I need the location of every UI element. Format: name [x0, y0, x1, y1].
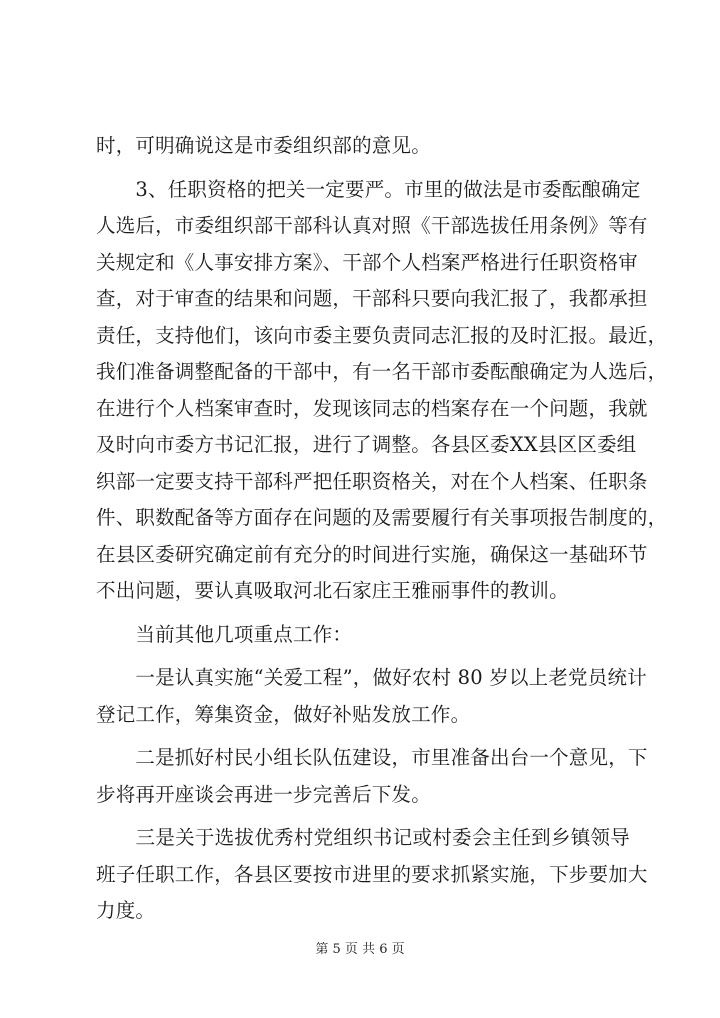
text-line: 时，可明确说这是市委组织部的意见。 — [96, 134, 431, 157]
text-line: 二是抓好村民小组长队伍建设，市里准备出台一个意见，下 — [96, 746, 648, 769]
paragraph — [96, 172, 668, 610]
document-body — [96, 128, 668, 930]
text-line: 及时向市委方书记汇报，进行了调整。各县区委XX县区区委组 — [96, 433, 637, 456]
text-line: 班子任职工作，各县区要按市进里的要求抓紧实施，下步要加大 — [96, 862, 648, 886]
paragraph — [96, 617, 630, 654]
text-line: 责任，支持他们，该向市委主要负责同志汇报的及时汇报。最近， — [96, 323, 668, 347]
text-line: 登记工作，筹集资金，做好补贴发放工作。 — [96, 702, 471, 726]
text-line: 我们准备调整配备的干部中，有一名干部市委酝酿确定为人选后， — [96, 360, 668, 383]
text-line: 件、职数配备等方面存在问题的及需要履行有关事项报告制度的， — [96, 506, 668, 529]
paragraph — [96, 660, 647, 733]
text-line: 织部一定要支持干部科严把任职资格关，对在个人档案、任职条 — [96, 469, 648, 493]
page-number-footer: 第 5 页 共 6 页 — [315, 942, 405, 957]
text-line: 查，对于审查的结果和问题，干部科只要向我汇报了，我都承担 — [96, 287, 648, 310]
text-line: 力度。 — [96, 899, 156, 922]
section-heading: 当前其他几项重点工作： — [96, 622, 353, 646]
paragraph — [96, 128, 630, 165]
text-line: 不出问题，要认真吸取河北石家庄王雅丽事件的教训。 — [96, 579, 569, 602]
text-line: 3、任职资格的把关一定要严。市里的做法是市委酝酿确定 — [96, 177, 641, 201]
paragraph — [96, 820, 648, 930]
text-line: 人选后，市委组织部干部科认真对照《干部选拔任用条例》等有 — [96, 214, 648, 237]
text-line: 关规定和《人事安排方案》、干部个人档案严格进行任职资格审 — [96, 250, 638, 274]
text-line: 一是认真实施“关爱工程”，做好农村 80 岁以上老党员统计 — [96, 666, 647, 689]
text-line: 在县区委研究确定前有充分的时间进行实施，确保这一基础环节 — [96, 542, 648, 566]
text-line: 三是关于选拔优秀村党组织书记或村委会主任到乡镇领导 — [96, 826, 630, 849]
paragraph — [96, 740, 648, 813]
text-line: 步将再开座谈会再进一步完善后下发。 — [96, 782, 431, 806]
text-line: 在进行个人档案审查时，发现该同志的档案存在一个问题，我就 — [96, 396, 648, 420]
